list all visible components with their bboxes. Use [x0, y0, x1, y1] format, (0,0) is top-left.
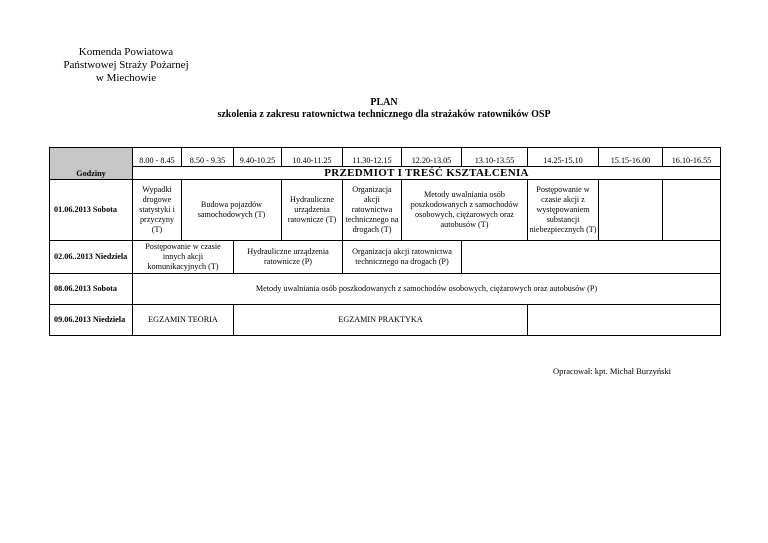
org-line-3: w Miechowie: [95, 72, 157, 84]
lesson-cell: Postępowanie w czasie innych akcji komunikacyjnych (T): [133, 241, 234, 274]
exam-cell: EGZAMIN TEORIA: [133, 305, 234, 336]
exam-cell: EGZAMIN PRAKTYKA: [234, 305, 528, 336]
subject-header: PRZEDMIOT I TREŚĆ KSZTAŁCENIA: [133, 167, 721, 180]
lesson-cell: Organizacja akcji ratownictwa technicznego na drogach (P): [343, 241, 462, 274]
subject-header-row: [50, 167, 721, 180]
document-title: [0, 97, 768, 121]
date-cell: 01.06.2013 Sobota: [50, 180, 133, 241]
hour-cell: 11.30-12.15: [343, 148, 402, 167]
hour-cell: 12.20-13.05: [402, 148, 462, 167]
table-row: [50, 305, 721, 336]
empty-cell: [528, 305, 721, 336]
hour-cell: 16.10-16.55: [663, 148, 721, 167]
date-cell: 02.06..2013 Niedziela: [50, 241, 133, 274]
org-line-2: Państwowej Straży Pożarnej: [63, 59, 189, 71]
empty-cell: [462, 241, 721, 274]
org-line-1: Komenda Powiatowa: [78, 46, 174, 58]
hour-cell: 14.25-15.10: [528, 148, 599, 167]
table-row: [50, 274, 721, 305]
hour-cell: 8.50 - 9.35: [182, 148, 234, 167]
hours-header-row: [50, 148, 721, 167]
lesson-cell: Metody uwalniania osób poszkodowanych z samochodów osobowych, ciężarowych oraz autobusów (P): [133, 274, 721, 305]
hours-corner-cell: Godziny: [50, 148, 133, 180]
schedule-table: [49, 147, 721, 336]
lesson-cell: Hydrauliczne urządzenia ratownicze (T): [282, 180, 343, 241]
hour-cell: 13.10-13.55: [462, 148, 528, 167]
table-row: [50, 241, 721, 274]
table-row: [50, 180, 721, 241]
lesson-cell: Budowa pojazdów samochodowych (T): [182, 180, 282, 241]
lesson-cell: Wypadki drogowe statystyki i przyczyny (T): [133, 180, 182, 241]
empty-cell: [663, 180, 721, 241]
date-cell: 08.06.2013 Sobota: [50, 274, 133, 305]
date-cell: 09.06.2013 Niedziela: [50, 305, 133, 336]
hour-cell: 15.15-16.00: [599, 148, 663, 167]
hour-cell: 8.00 - 8.45: [133, 148, 182, 167]
empty-cell: [599, 180, 663, 241]
organization-header: [56, 46, 196, 85]
hour-cell: 9.40-10.25: [234, 148, 282, 167]
hour-cell: 10.40-11.25: [282, 148, 343, 167]
lesson-cell: Organizacja akcji ratownictwa technicznego na drogach (T): [343, 180, 402, 241]
lesson-cell: Metody uwalniania osób poszkodowanych z samochodów osobowych, ciężarowych oraz autobusów (T): [402, 180, 528, 241]
prepared-by: Opracował: kpt. Michał Burzyński: [553, 366, 672, 376]
lesson-cell: Postępowanie w czasie akcji z występowaniem substancji niebezpiecznych (T): [528, 180, 599, 241]
title-subtitle: szkolenia z zakresu ratownictwa technicznego dla strażaków ratowników OSP: [217, 109, 551, 120]
title-plan: PLAN: [370, 97, 398, 108]
lesson-cell: Hydrauliczne urządzenia ratownicze (P): [234, 241, 343, 274]
